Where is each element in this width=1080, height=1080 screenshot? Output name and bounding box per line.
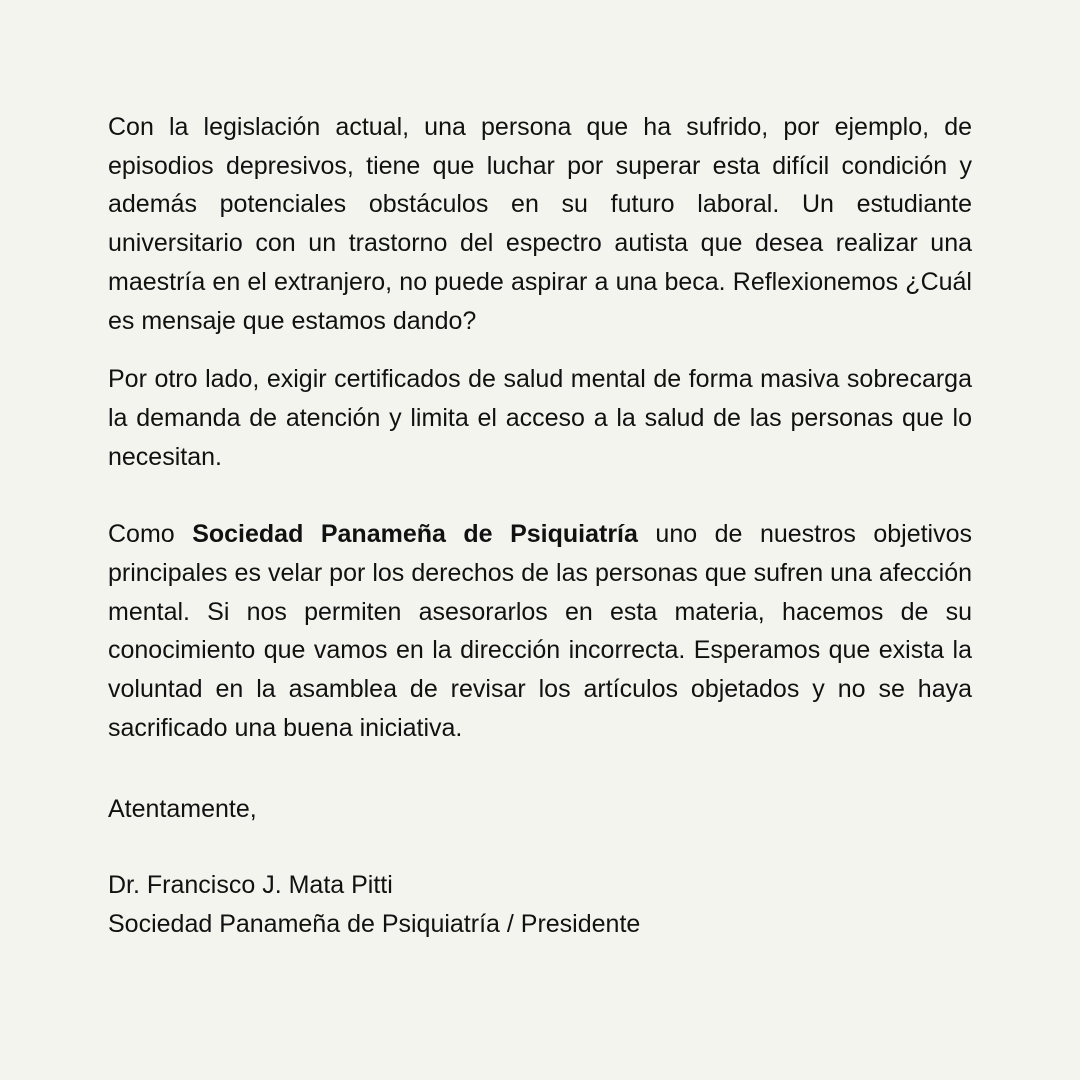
letter-body	[108, 108, 972, 944]
signatory-title: Sociedad Panameña de Psiquiatría / Presidente	[108, 909, 641, 938]
paragraph-rest-text: uno de nuestros objetivos principales es velar por los derechos de las personas que sufren una afección mental. Si nos permiten asesorarlos en esta materia, hacemos de su conocimiento que vamos en la dirección incorrecta. Esperamos que exista la voluntad en la asamblea de revisar los artículos objetados y no se haya sacrificado una buena iniciativa.	[108, 520, 973, 742]
closing-salutation: Atentamente,	[108, 794, 257, 823]
signatory-name: Dr. Francisco J. Mata Pitti	[108, 871, 393, 900]
organization-name-bold: Sociedad Panameña de Psiquiatría	[192, 520, 638, 549]
paragraph-certificates: Por otro lado, exigir certificados de salud mental de forma masiva sobrecarga la demanda de atención y limita el acceso a la salud de las personas que lo necesitan.	[108, 365, 972, 471]
paragraph-legislation: Con la legislación actual, una persona que ha sufrido, por ejemplo, de episodios depresivos, tiene que luchar por superar esta difícil condición y además potenciales obstáculos en su futuro laboral. Un estudiante universitario con un trastorno del espectro autista que desea realizar una maestría en el extranjero, no puede aspirar a una beca. Reflexionemos ¿Cuál es mensaje que estamos dando?	[108, 113, 972, 335]
paragraph-lead-text: Como	[108, 520, 193, 549]
signature-block	[108, 866, 972, 943]
paragraph-society-objectives	[108, 515, 972, 747]
